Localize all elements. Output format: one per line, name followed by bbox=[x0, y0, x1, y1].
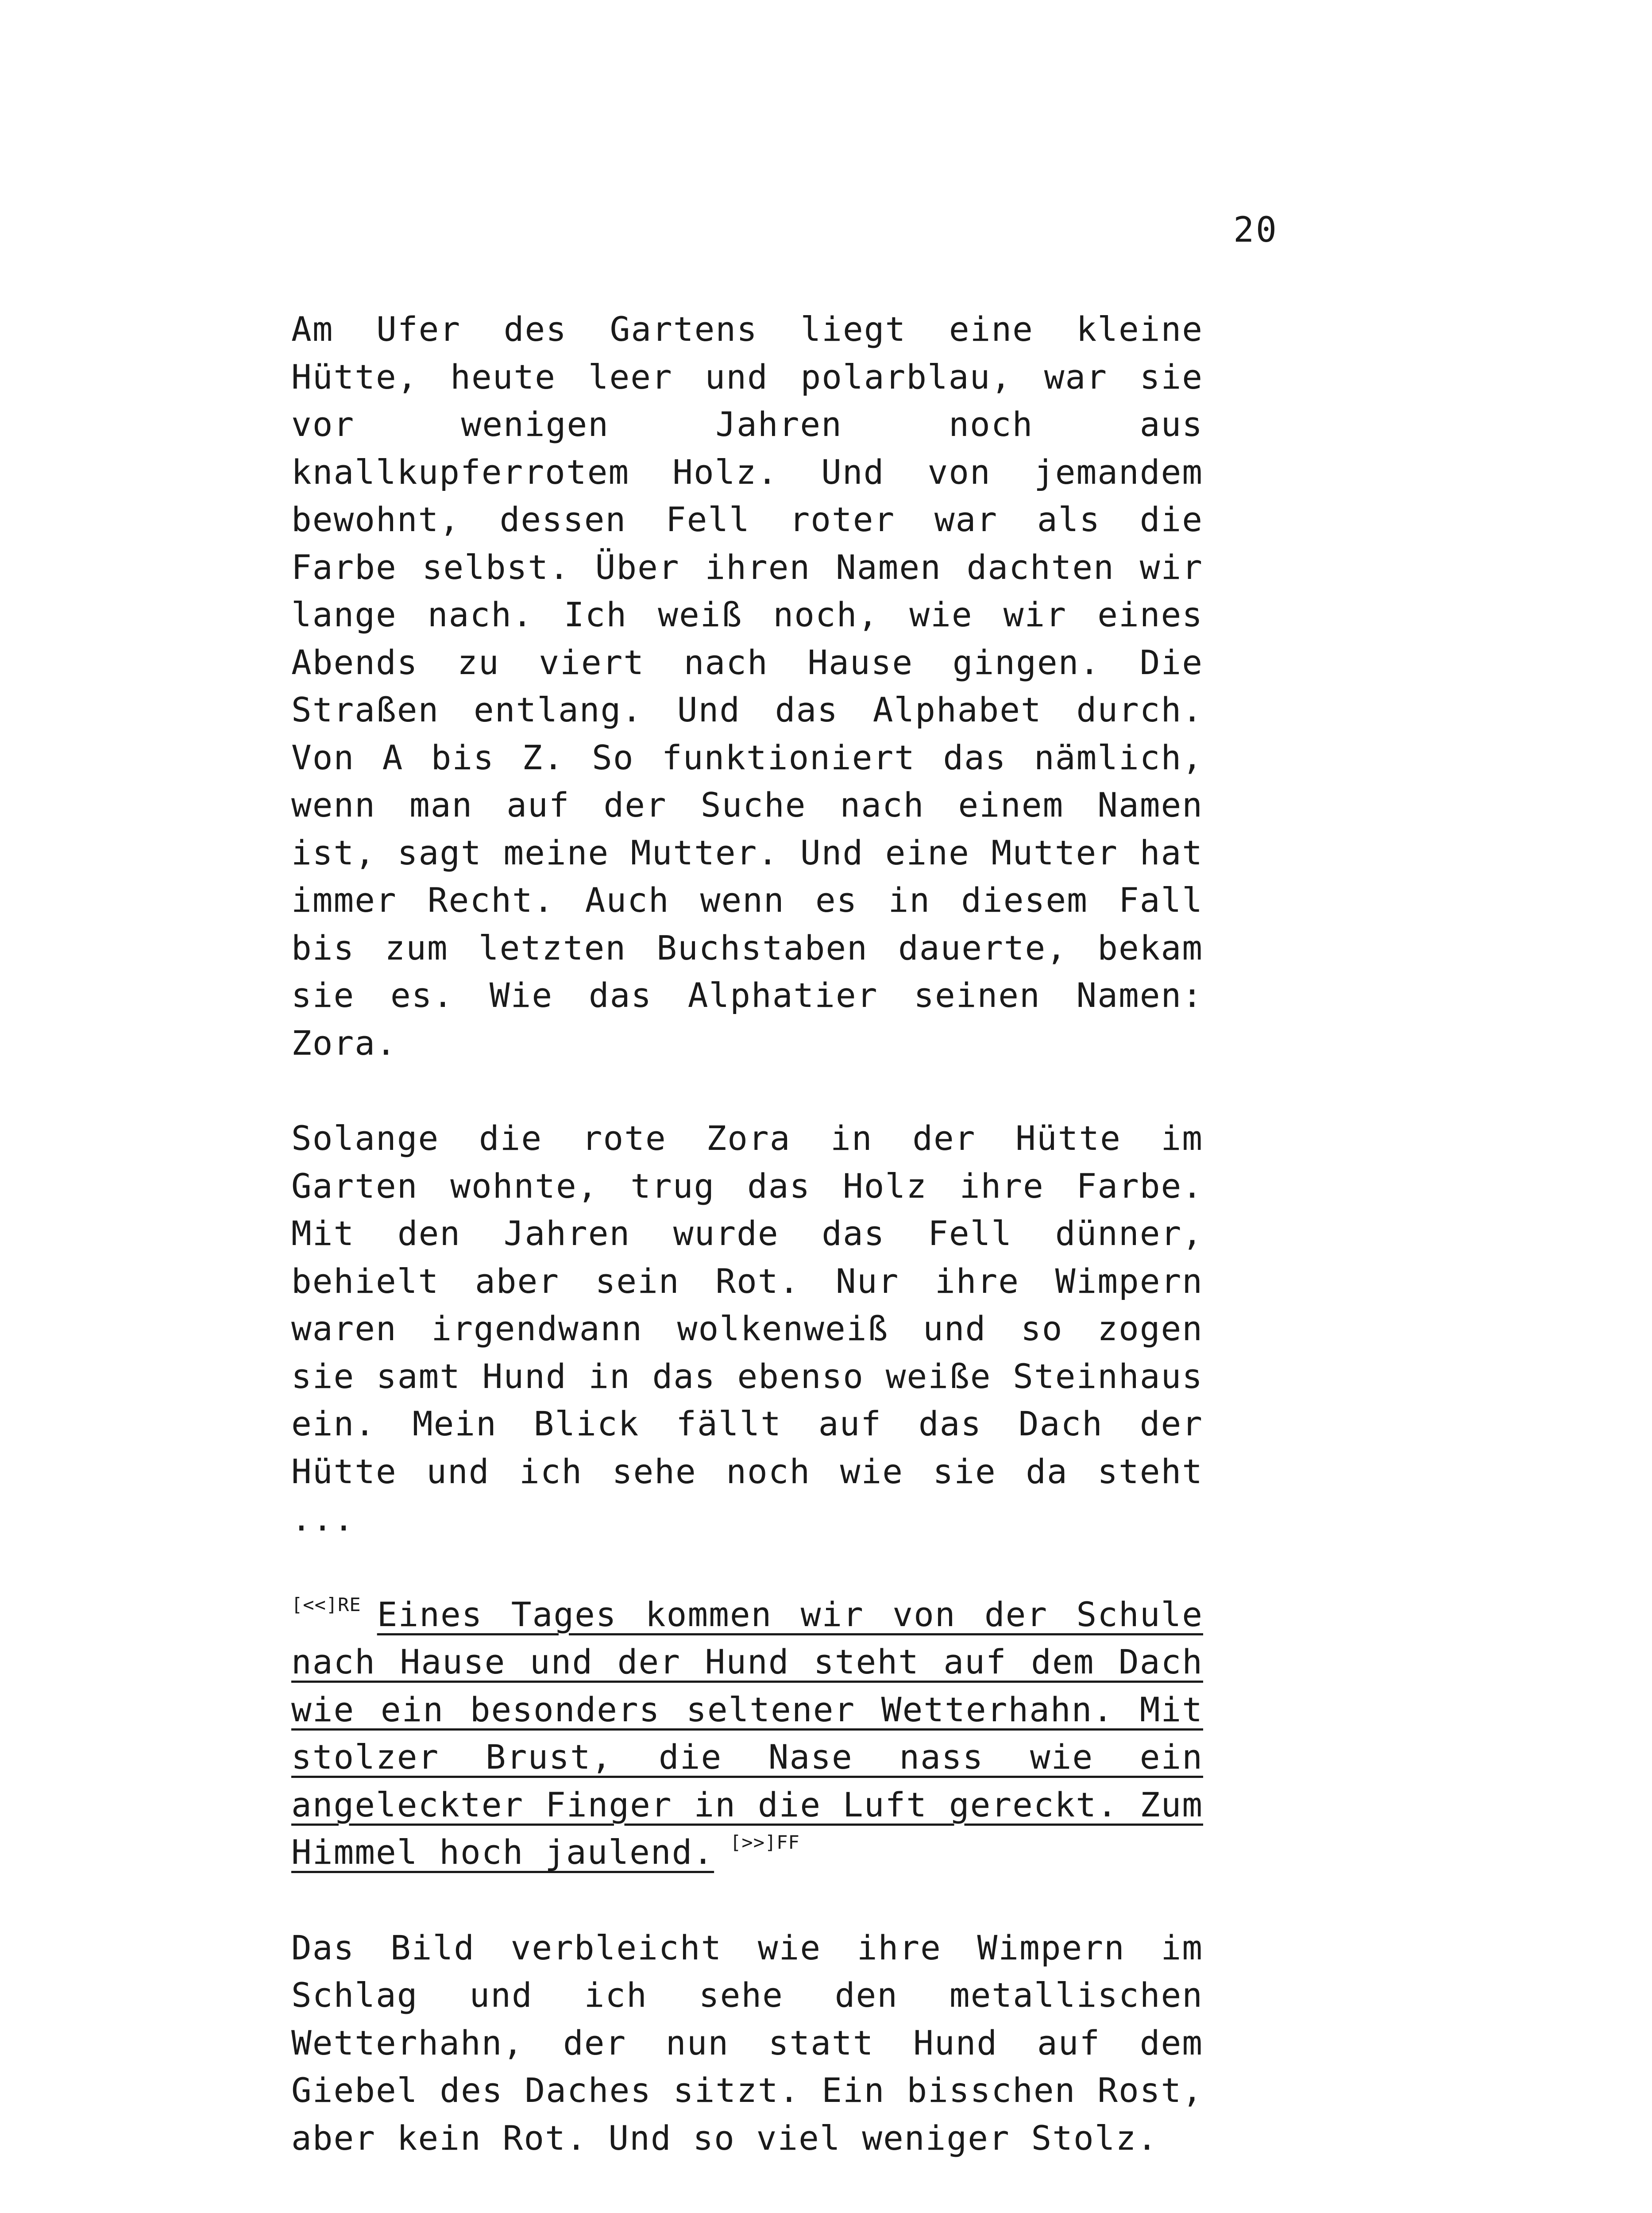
page-number: 20 bbox=[1233, 210, 1278, 250]
paragraph: Solange die rote Zora in der Hütte im Garten wohnte, trug das Holz ihre Farbe. Mit den Jahren wurde das Fell dünner, behielt aber sein Rot. Nur ihre Wimpern waren irgendwann wolkenweiß und so zogen sie samt Hund in das ebenso weiße Steinhaus ein. Mein Blick fällt auf das Dach der Hütte und ich sehe noch wie sie da steht ... bbox=[291, 1118, 1203, 1538]
paragraph: Am Ufer des Gartens liegt eine kleine Hütte, heute leer und polarblau, war sie vor wenigen Jahren noch aus knallkupferrotem Holz. Und von jemandem bewohnt, dessen Fell roter war als die Farbe selbst. Über ihren Namen dachten wir lange nach. Ich weiß noch, wie wir eines Abends zu viert nach Hause gingen. Die Straßen entlang. Und das Alphabet durch. Von A bis Z. So funktioniert das nämlich, wenn man auf der Suche nach einem Namen ist, sagt meine Mutter. Und eine Mutter hat immer Recht. Auch wenn es in diesem Fall bis zum letzten Buchstaben dauerte, bekam sie es. Wie das Alphatier seinen Namen: Zora. bbox=[291, 309, 1203, 1063]
flashback-paragraph bbox=[291, 1591, 1203, 1876]
paragraph: Das Bild verbleicht wie ihre Wimpern im Schlag und ich sehe den metallischen Wetterhahn, der nun statt Hund auf dem Giebel des Daches sitzt. Ein bisschen Rost, aber kein Rot. Und so viel weniger Stolz. bbox=[291, 1928, 1203, 2158]
body-text bbox=[291, 305, 1203, 2162]
flashback-text: Eines Tages kommen wir von der Schule nach Hause und der Hund steht auf dem Dach wie ein besonders seltener Wetterhahn. Mit stolzer Brust, die Nase nass wie ein angeleckter Finger in die Luft gereckt. Zum Himmel hoch jaulend. bbox=[291, 1594, 1203, 1872]
fast-forward-marker: [>>]FF bbox=[730, 1831, 800, 1853]
rewind-marker: [<<]RE bbox=[291, 1593, 361, 1615]
